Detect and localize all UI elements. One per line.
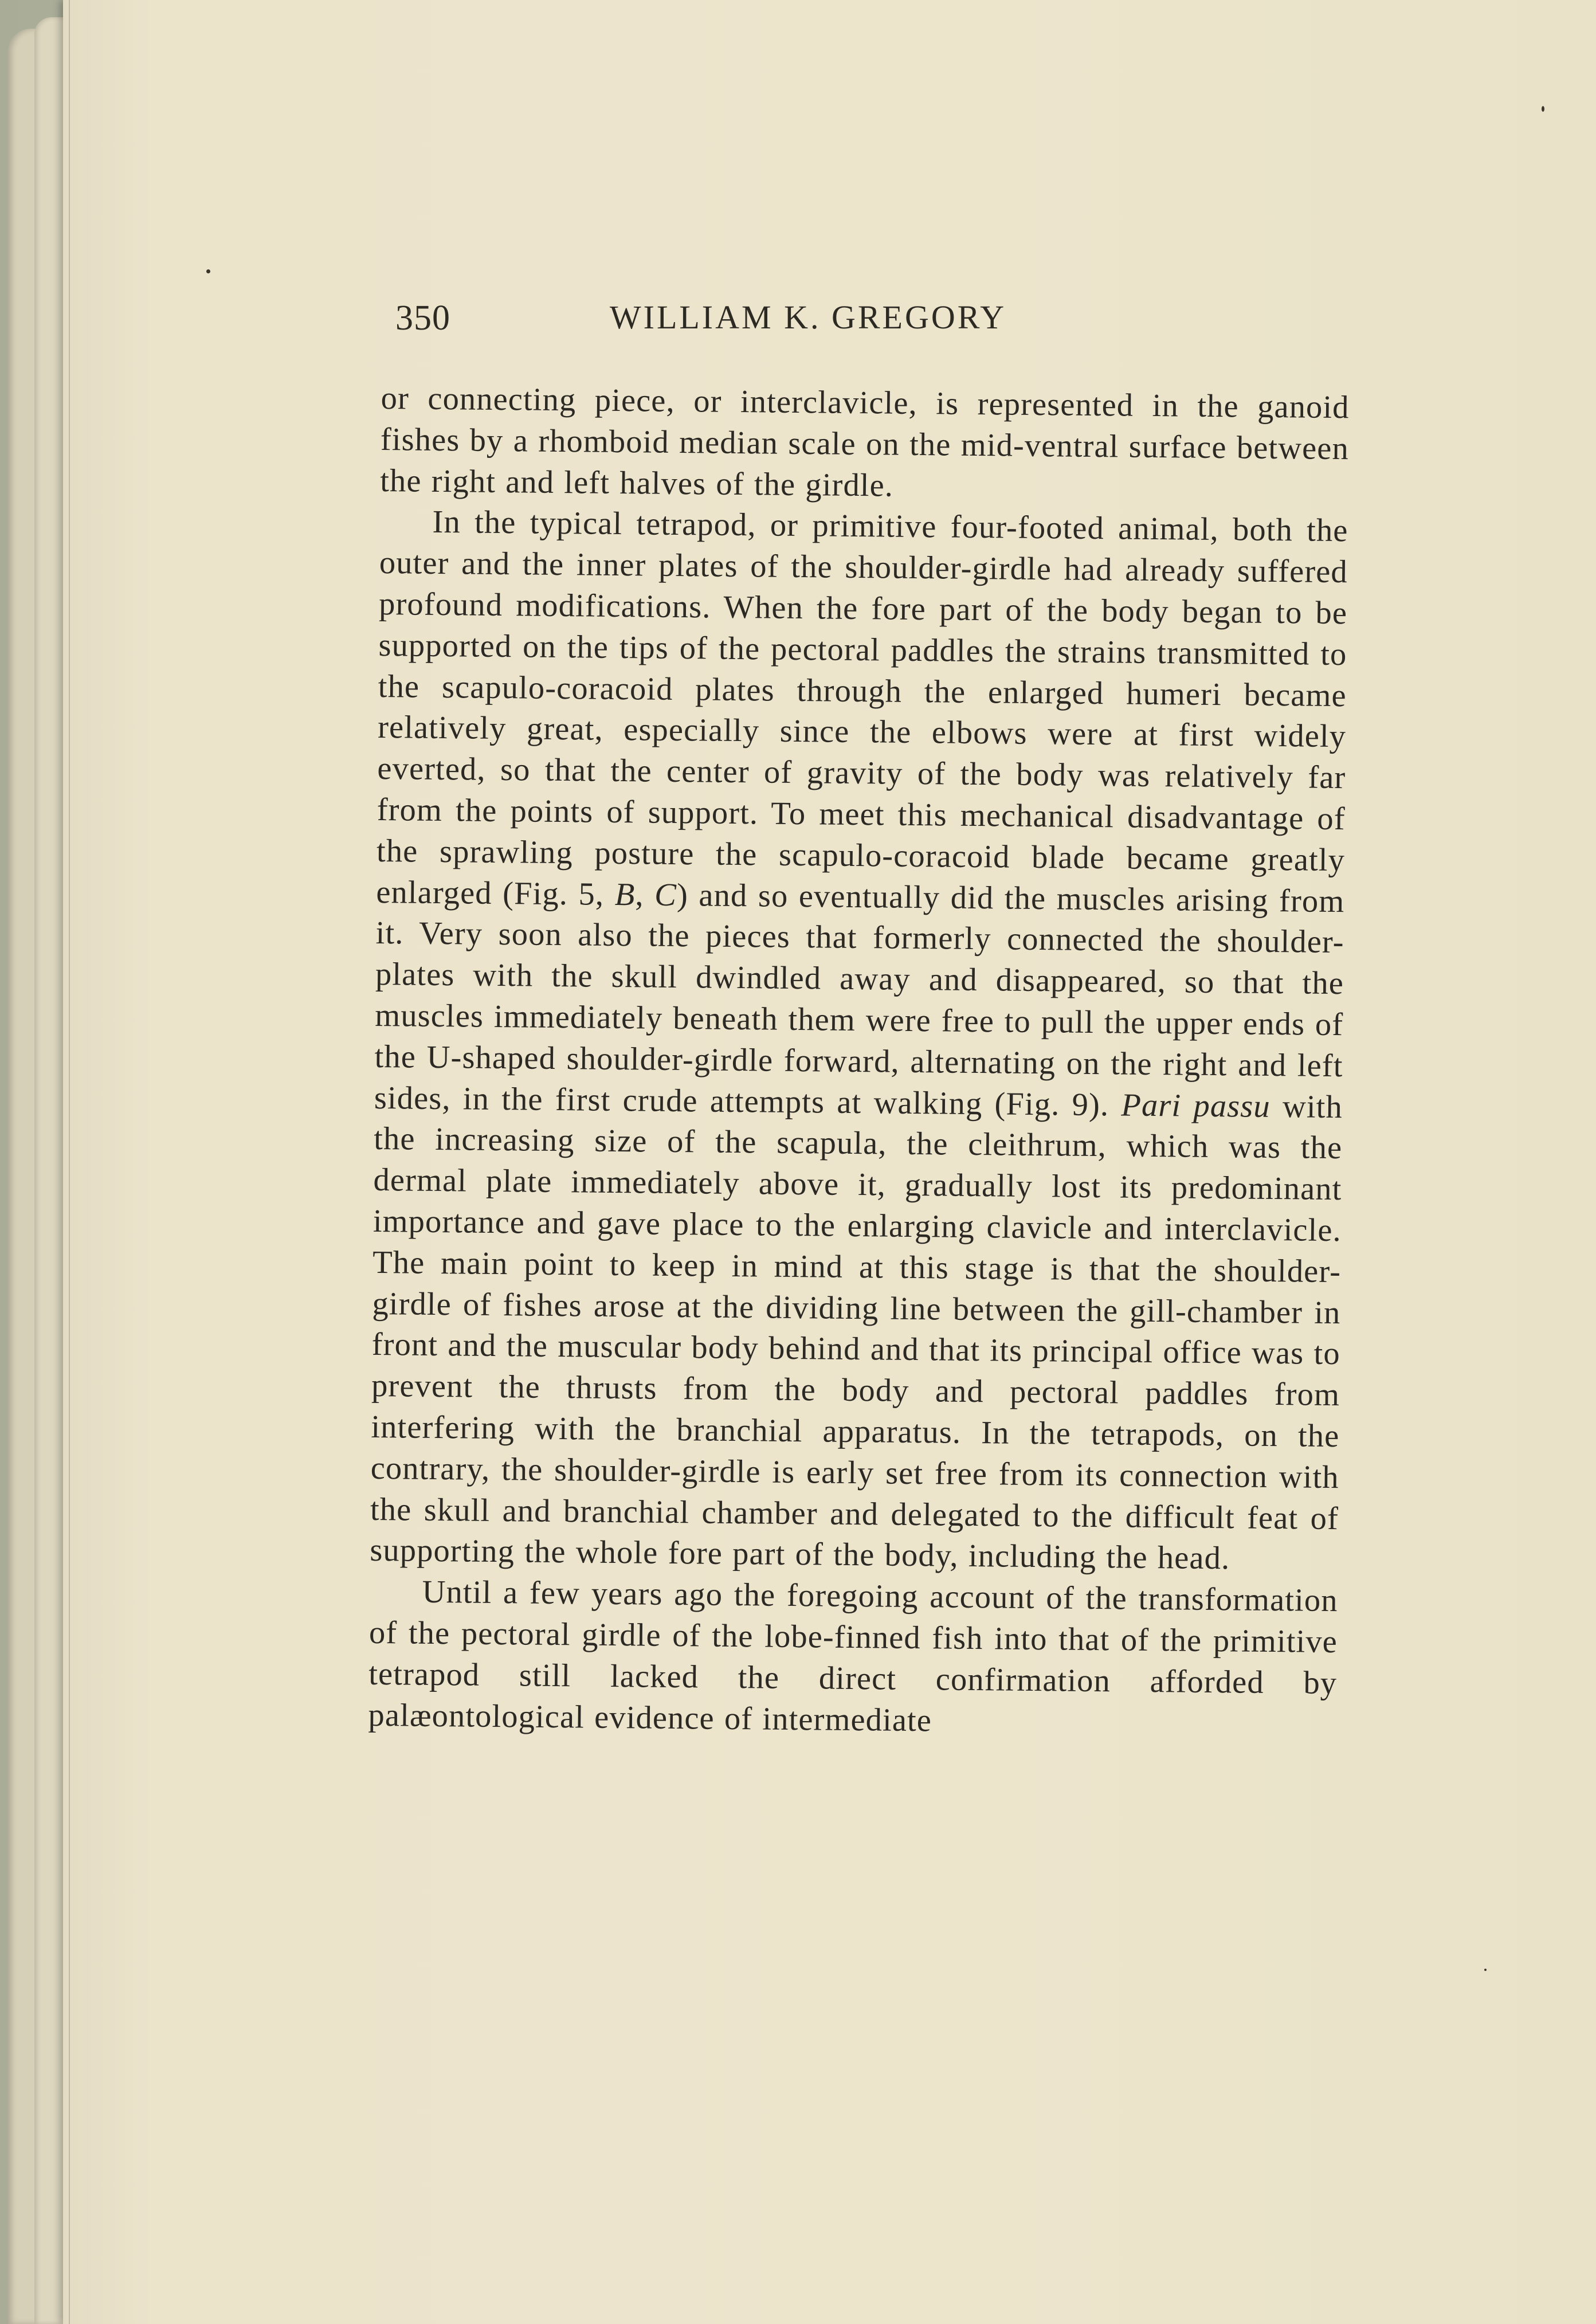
figure-label-c: C xyxy=(654,877,677,913)
figure-label-b: B xyxy=(614,876,636,912)
paragraph-3: Until a few years ago the foregoing account of the transformation of the pectoral girdle of the lobe-finned fish into that of the primitive tetrapod still lacked the direct confirmation afforded by palæontological evidence of intermediate xyxy=(368,1574,1338,1738)
running-head-title: WILLIAM K. GREGORY xyxy=(609,299,1007,336)
paragraph-2-part-3: with the increasing size of the scapula, the cleithrum, which was the dermal plate immediately above it, gradually lost its predominant importance and gave place to the enlarging clavicle and interclavicle. The main point to keep in mind at this stage is that the shoulder-girdle of fishes arose at the dividing line between the gill-chamber in front and the muscular body behind and that its principal office was to prevent the thrusts from the body and pectoral paddles from interfering with the branchial apparatus. In the tetrapods, on the contrary, the shoulder-girdle is early set free from its connection with the skull and branchial chamber and delegated to the difficult feat of supporting the whole fore part of the body, including the head. xyxy=(370,1088,1343,1577)
paragraph-2 xyxy=(370,501,1348,1581)
body-text xyxy=(368,378,1350,1745)
page-gutter-line xyxy=(69,0,70,2324)
paragraph-1: or connecting piece, or interclavicle, is represented in the ganoid fishes by a rhomboid median scale on the mid-ventral surface between the right and left halves of the girdle. xyxy=(379,380,1350,504)
page-number: 350 xyxy=(395,299,450,338)
paper-speck xyxy=(1542,106,1544,112)
figure-label-separator: , xyxy=(635,876,655,913)
italic-pari-passu: Pari passu xyxy=(1121,1087,1271,1124)
running-header xyxy=(395,298,1083,350)
paper-speck xyxy=(1484,1969,1487,1971)
paragraph-2-part-2: ) and so eventually did the muscles arising from it. Very soon also the pieces that formerly connected the shoulder-plates with the skull dwindled away and disappeared, so that the muscles immediately beneath them were free to pull the upper ends of the U-shaped shoulder-girdle forward, alternating on the right and left sides, in the first crude attempts at walking (Fig. 9). xyxy=(374,877,1345,1123)
paragraph-2-part-1: In the typical tetrapod, or primitive four-footed animal, both the outer and the inner plates of the shoulder-girdle had already suffered profound modifications. When the fore part of the body began to be supported on the tips of the pectoral paddles the strains transmitted to the scapulo-coracoid plates through the enlarged humeri became relatively great, especially since the elbows were at first widely everted, so that the center of gravity of the body was relatively far from the points of support. To meet this mechanical disadvantage of the sprawling posture the scapulo-coracoid blade became greatly enlarged (Fig. 5, xyxy=(376,504,1348,912)
paper-speck xyxy=(206,269,210,273)
